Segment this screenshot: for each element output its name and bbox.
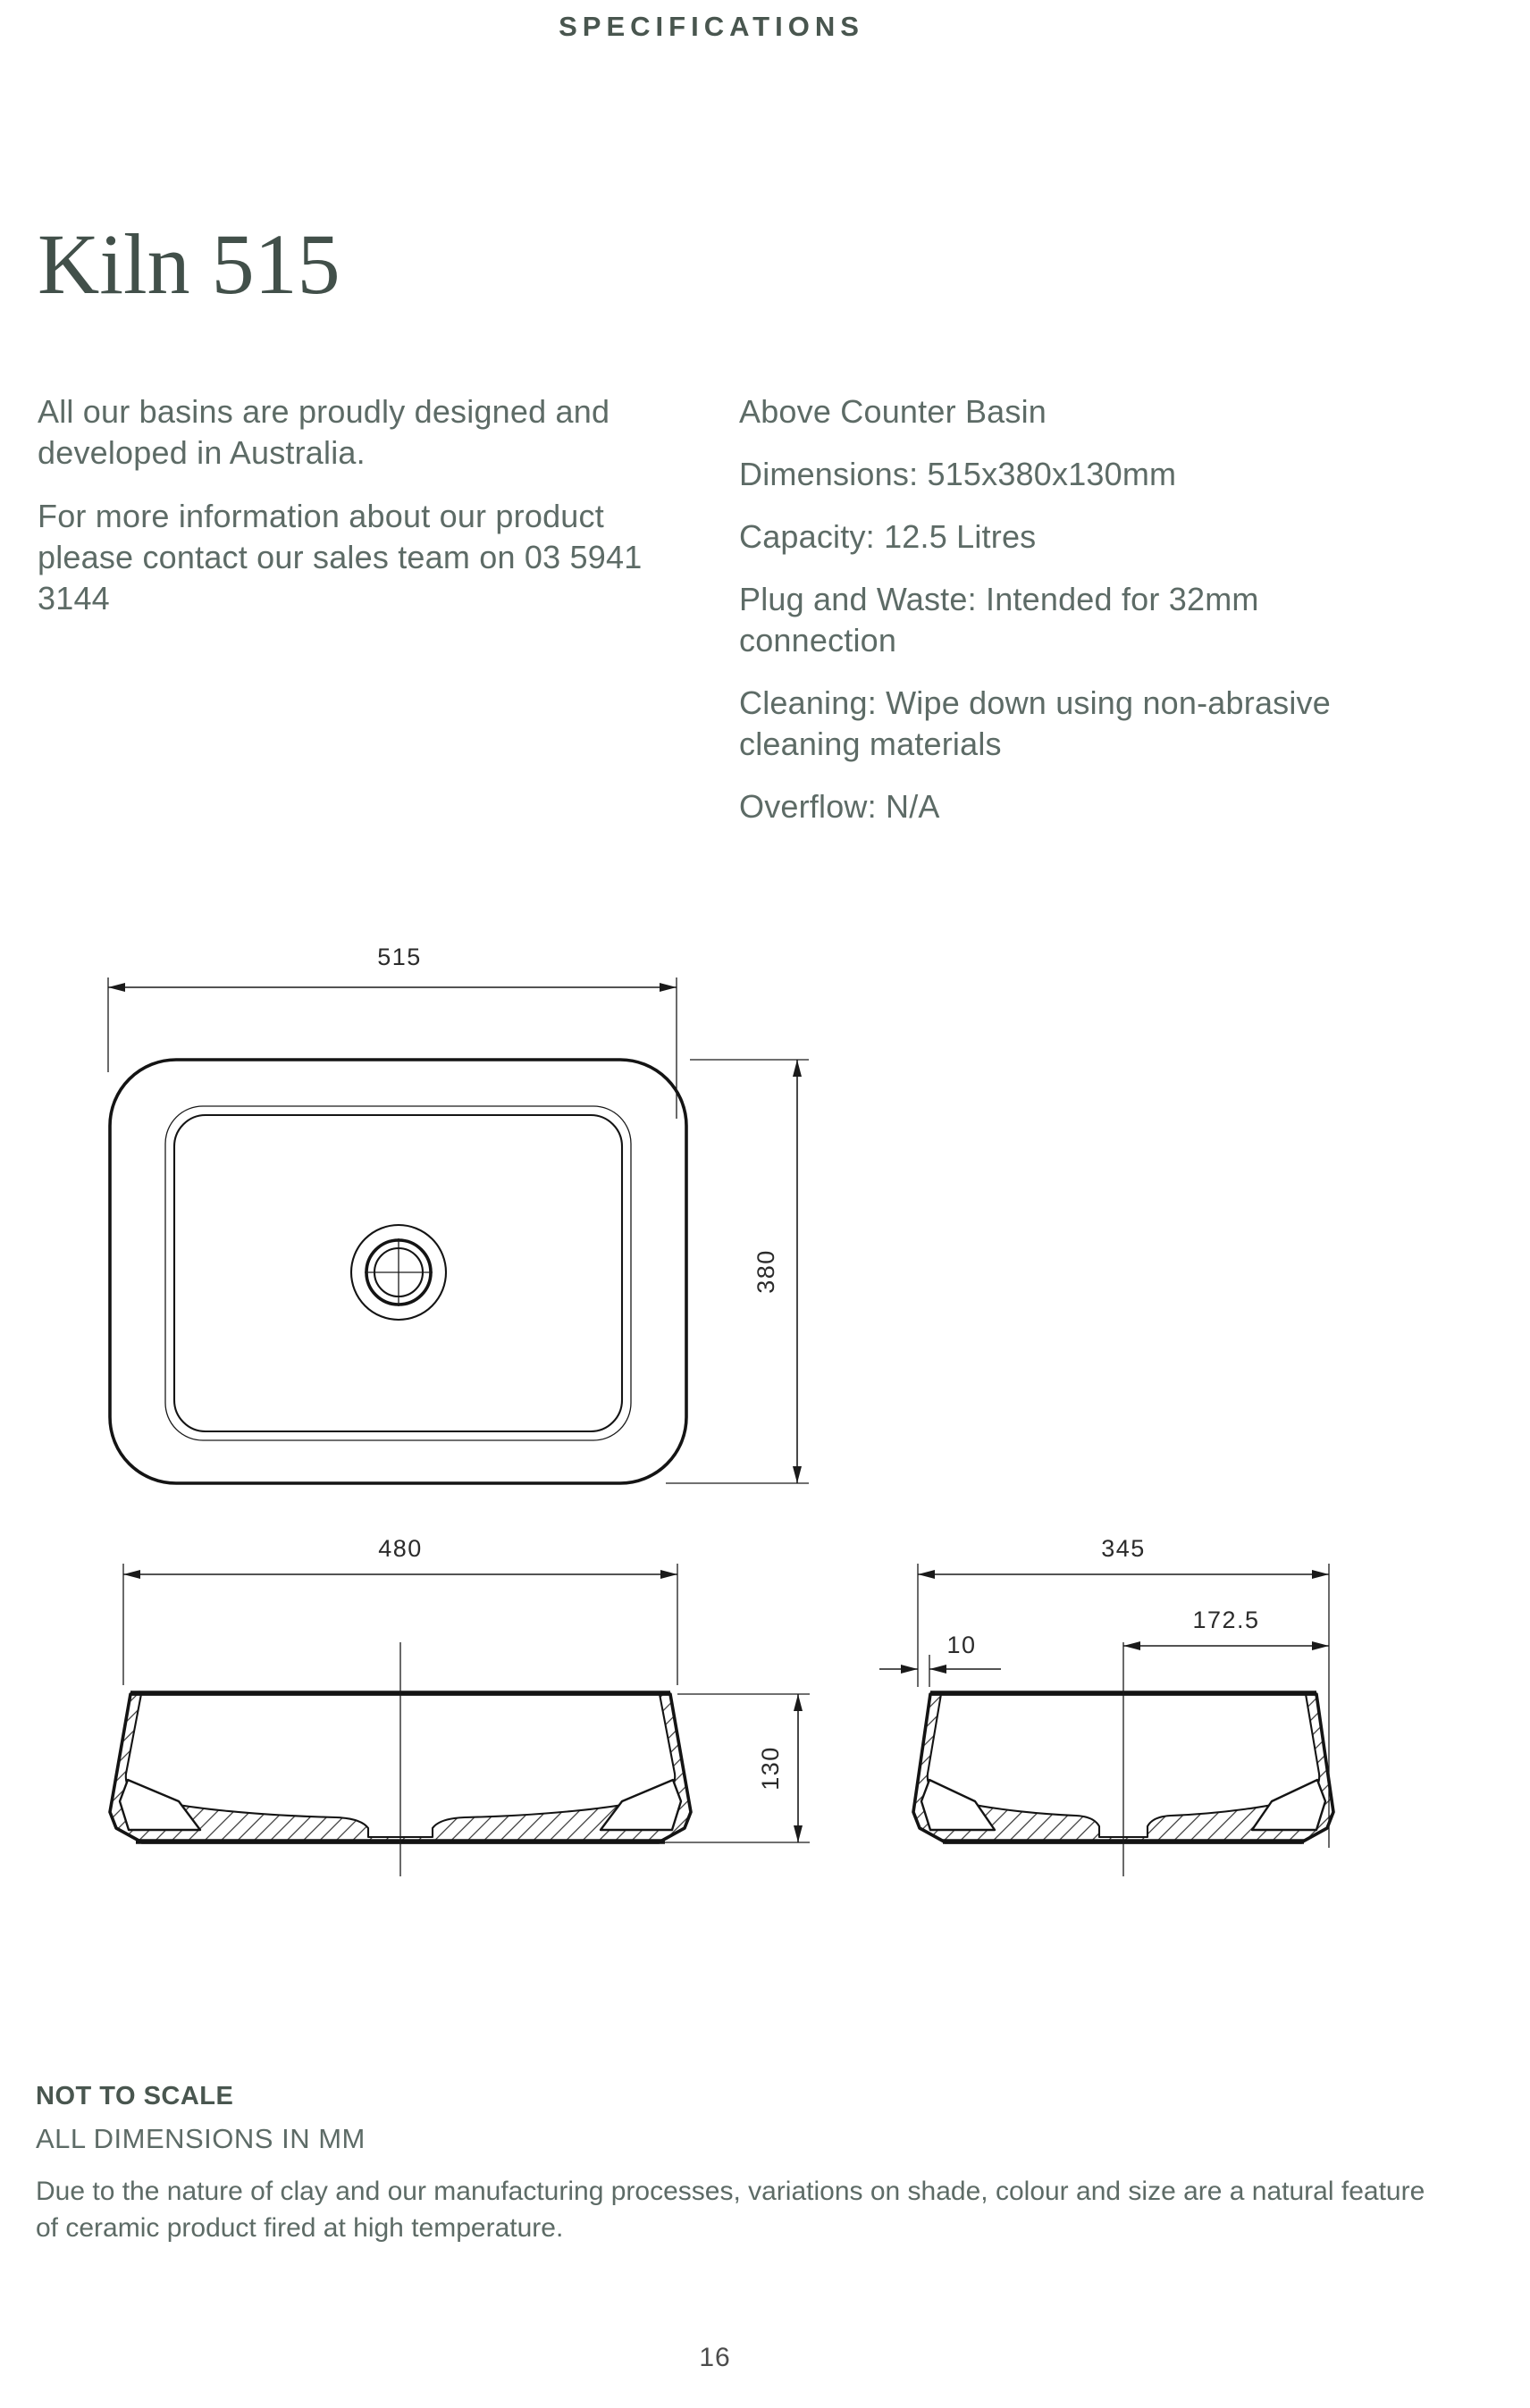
spec-item-type: Above Counter Basin [739,393,1047,430]
spec-item-overflow: Overflow: N/A [739,788,940,825]
scale-note: NOT TO SCALE [36,2082,234,2110]
spec-item-dimensions: Dimensions: 515x380x130mm [739,456,1177,492]
dim-label-172-5: 172.5 [1192,1607,1260,1633]
intro-paragraph-1: All our basins are proudly designed and developed in Australia. [38,393,610,471]
side-section-view [879,1535,1333,1876]
dim-label-10: 10 [946,1632,977,1658]
intro-column [38,391,681,642]
page-number: 16 [699,2343,731,2372]
dimension-515 [108,944,677,1119]
doc-header: SPECIFICATIONS [559,11,864,42]
dim-label-515: 515 [377,944,422,970]
dimension-10 [879,1632,1001,1687]
dim-label-345: 345 [1101,1535,1146,1562]
units-note: ALL DIMENSIONS IN MM [36,2123,366,2154]
spec-column [739,391,1396,849]
dim-label-130: 130 [757,1746,784,1791]
top-view [108,944,809,1483]
dim-label-380: 380 [752,1249,779,1294]
dimension-172-5 [1123,1607,1329,1650]
spec-item-plug-waste: Plug and Waste: Intended for 32mm connection [739,581,1259,659]
product-title: Kiln 515 [38,216,340,312]
drain-waste-symbol [351,1225,446,1320]
dim-label-480: 480 [378,1535,423,1562]
intro-paragraph-2: For more information about our product please contact our sales team on 03 5941 3144 [38,498,643,617]
spec-item-capacity: Capacity: 12.5 Litres [739,518,1037,555]
disclaimer: Due to the nature of clay and our manufacturing processes, variations on shade, colour and size are a natural feature of ceramic product fired at high temperature. [36,2177,1425,2243]
technical-drawing [0,929,1530,2019]
front-section-view [110,1535,810,1876]
spec-item-cleaning: Cleaning: Wipe down using non-abrasive cleaning materials [739,684,1331,762]
